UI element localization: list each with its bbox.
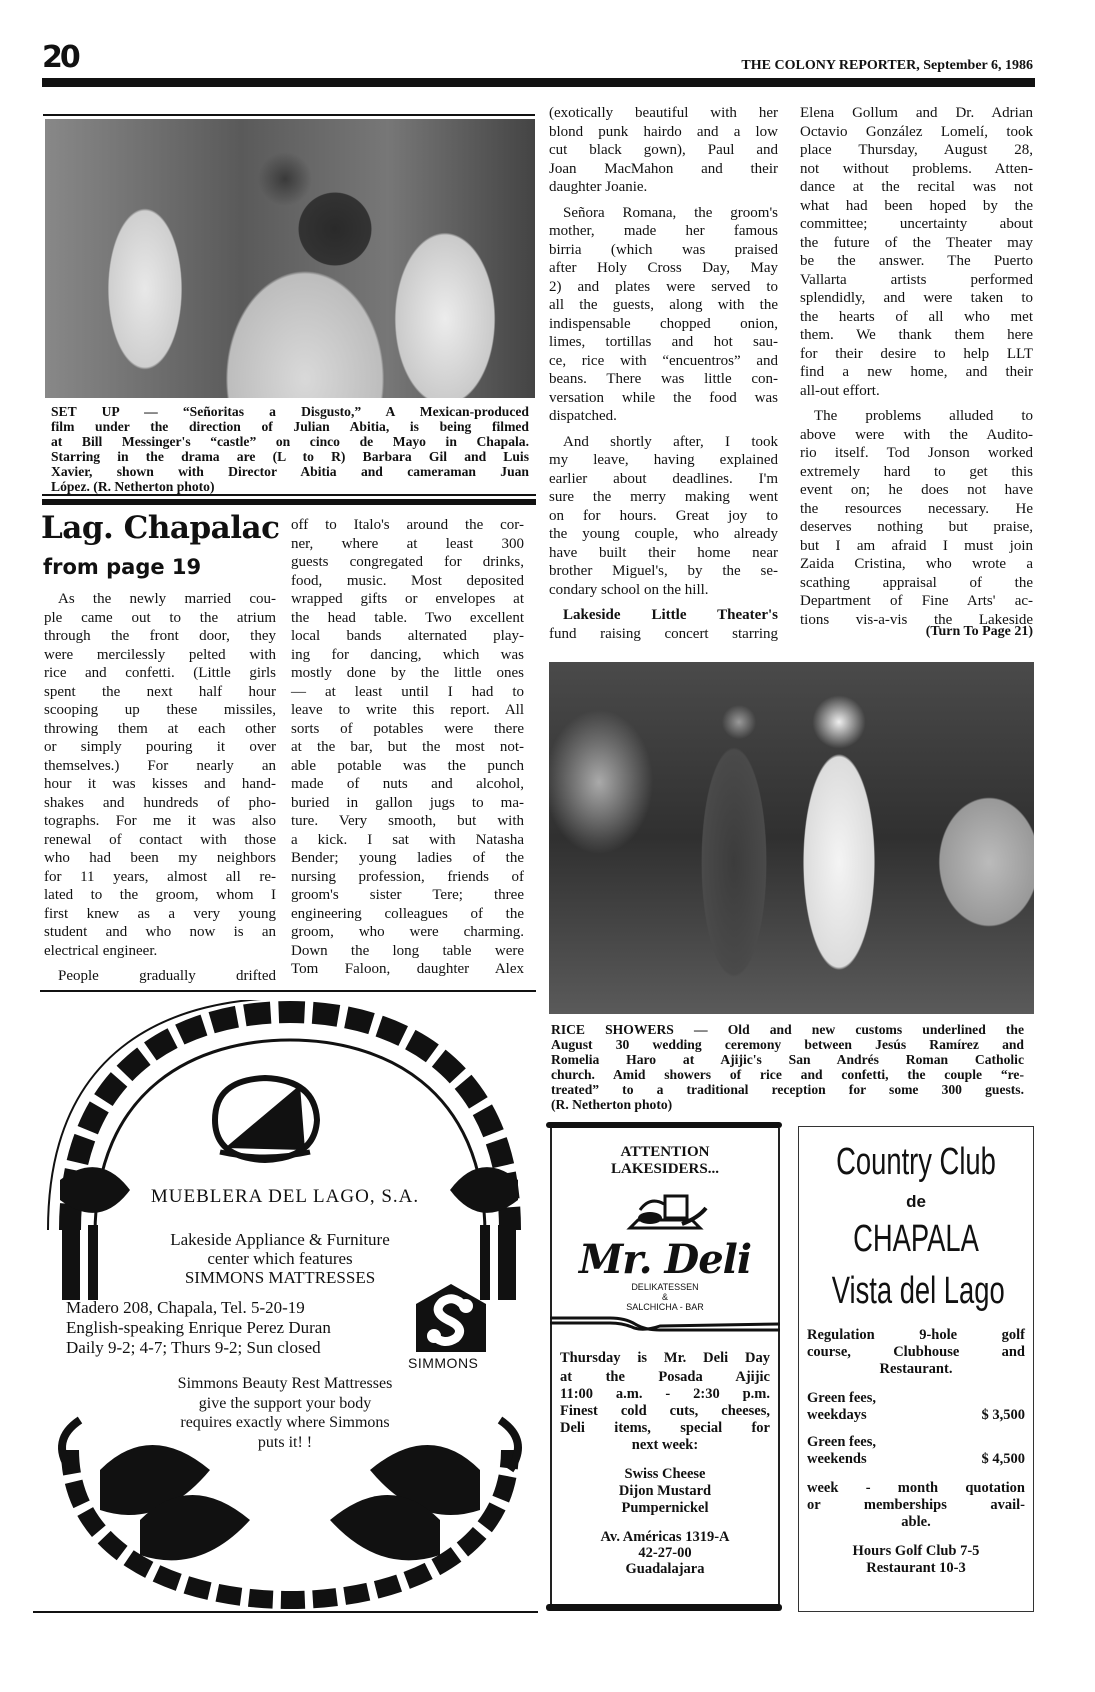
article-line: wrapped gifts or envelopes at — [291, 591, 524, 607]
article-line: the young couple, who already — [549, 526, 778, 542]
deli-specials — [552, 1466, 778, 1517]
article-line: earlier about deadlines. I'm — [549, 470, 778, 487]
club-hours — [799, 1543, 1033, 1577]
article-line: groom's sister Tere; three — [291, 887, 524, 903]
deli-ad — [550, 1128, 780, 1606]
article-line: hour it was kisses and hand- — [44, 776, 276, 792]
special-item: Swiss Cheese — [624, 1465, 706, 1482]
article-line: renewal of contact with those — [44, 831, 276, 848]
article-line: ing for dancing, which was — [291, 646, 524, 663]
article-line: Department of Fine Arts' ac- — [800, 593, 1033, 609]
fee-label: weekdays — [807, 1407, 867, 1423]
simmons-slogan — [120, 1374, 450, 1452]
article-line: dance at the recital was not — [800, 179, 1033, 195]
photo-film-set — [45, 119, 535, 398]
simmons-tagline — [100, 1230, 460, 1287]
body-line: Finest cold cuts, cheeses, — [560, 1402, 770, 1419]
article-line: ple came out to the atrium — [44, 609, 276, 626]
paragraph-gap — [549, 197, 778, 204]
tagline-line: Lakeside Appliance & Furniture — [170, 1230, 390, 1249]
article-line: Tom Faloon, daughter Alex — [291, 961, 524, 977]
simmons-contact — [66, 1298, 331, 1358]
country-club-ad — [798, 1126, 1034, 1612]
article-line: — at least until I had to — [291, 683, 524, 700]
article-line: daughter Joanie. — [549, 179, 648, 195]
article-line: beans. There was little con- — [549, 371, 778, 387]
club-description — [807, 1327, 1025, 1378]
article-line: scathing appraisal of the — [800, 574, 1033, 591]
article-line: extremely hard to get this — [800, 463, 1033, 480]
article-line: electrical engineer. — [44, 942, 158, 959]
article-line: Lakeside Little Theater's — [563, 607, 778, 623]
caption-line: RICE SHOWERS — Old and new customs underlined the — [551, 1022, 1024, 1037]
article-line: 2) and plates were served to — [549, 278, 778, 295]
article-line: shakes and hundreds of pho- — [44, 794, 276, 811]
logo-sub-line: & — [661, 1292, 668, 1302]
description-line: Regulation 9-hole golf — [807, 1327, 1025, 1343]
article-top-rule-thick — [42, 499, 536, 505]
membership-line: able. — [901, 1514, 931, 1530]
special-item: Pumpernickel — [621, 1499, 709, 1516]
article-line: what had been hoped by the — [800, 197, 1033, 214]
article-line: rice and confetti. (Little girls — [44, 665, 276, 681]
tagline-line: center which features — [207, 1249, 353, 1268]
article-column-3 — [549, 104, 778, 643]
description-line: Restaurant. — [879, 1361, 953, 1377]
article-line: find a new home, and their — [800, 364, 1033, 380]
article-line: Zaida Cristina, who wrote a — [800, 556, 1033, 572]
article-line: versation while the food was — [549, 389, 778, 406]
article-line: them. We thank them here — [800, 327, 1033, 343]
article-line: Down the long table were — [291, 942, 524, 959]
article-line: ner, where at least 300 — [291, 535, 524, 552]
fee-row-weekends — [807, 1434, 1025, 1468]
article-column-4 — [800, 104, 1033, 629]
address-line: Guadalajara — [625, 1560, 705, 1577]
article-line: limes, tortillas and hot sau- — [549, 334, 778, 350]
article-line: indispensable chopped onion, — [549, 315, 778, 332]
caption-line: López. (R. Netherton photo) — [51, 479, 215, 494]
article-line: for their desire to help LLT — [800, 345, 1033, 362]
club-memberships — [807, 1480, 1025, 1531]
slogan-line: requires exactly where Simmons — [180, 1414, 390, 1431]
simmons-logo-icon — [414, 1282, 488, 1354]
slogan-line: puts it! ! — [257, 1433, 313, 1451]
article-line: Señora Romana, the groom's — [563, 204, 778, 221]
article-line: or simply pouring it over — [44, 739, 276, 755]
contact-line: English-speaking Enrique Perez Duran — [66, 1318, 331, 1337]
article-line: guests congregated for drinks, — [291, 554, 524, 570]
article-line: nursing profession, friends of — [291, 868, 524, 885]
fee-label: weekends — [807, 1451, 867, 1467]
subhead: from page 19 — [43, 555, 202, 579]
article-line: the resources necessary. He — [800, 500, 1033, 517]
body-line: Thursday is Mr. Deli Day — [560, 1350, 770, 1366]
membership-line: week - month quotation — [807, 1480, 1025, 1496]
article-line: (exotically beautiful with her — [549, 105, 778, 121]
article-line: splendidly, and were taken to — [800, 290, 1033, 306]
deli-logo-name: Mr. Deli — [578, 1236, 752, 1283]
article-line: ture. Very smooth, but with — [291, 813, 524, 829]
address-line: Av. Américas 1319-A — [600, 1528, 730, 1545]
article-line: mostly done by the little ones — [291, 665, 524, 681]
address-line: 42-27-00 — [638, 1544, 692, 1561]
fee-price: $ 4,500 — [981, 1451, 1025, 1467]
article-line: deserves nothing but praise, — [800, 519, 1033, 535]
special-item: Dijon Mustard — [618, 1482, 712, 1499]
article-line: The problems alluded to — [814, 408, 1033, 424]
fee-price: $ 3,500 — [981, 1407, 1025, 1423]
article-line: who had been my neighbors — [44, 850, 276, 866]
article-line: themselves.) For nearly an — [44, 757, 276, 774]
article-line: on for hours. Great joy to — [549, 507, 778, 524]
article-line: Bender; young ladies of the — [291, 850, 524, 866]
deli-food-illustration-icon — [620, 1190, 710, 1238]
article-line: all-out effort. — [800, 382, 880, 399]
page-number: 20 — [42, 40, 78, 75]
paragraph-gap — [549, 426, 778, 433]
jump-line: (Turn To Page 21) — [925, 624, 1033, 639]
photo-caption-wedding — [551, 1022, 1024, 1112]
article-line: my leave, having explained — [549, 452, 778, 468]
article-line: People gradually drifted — [58, 968, 276, 984]
club-title: Country Club — [836, 1141, 996, 1183]
article-line: lated to the groom, whom I — [44, 887, 276, 903]
logo-sub-line: SALCHICHA - BAR — [626, 1302, 704, 1312]
article-line: ce, rice with “encuentros” and — [549, 352, 778, 369]
deli-body — [560, 1350, 770, 1454]
article-line: Elena Gollum and Dr. Adrian — [800, 105, 1033, 121]
article-line: birria (which was praised — [549, 241, 778, 258]
article-line: off to Italo's around the cor- — [291, 517, 524, 533]
article-line: cut black gown), Paul and — [549, 142, 778, 158]
article-line: through the front door, they — [44, 628, 276, 644]
caption-line: SET UP — “Señoritas a Disgusto,” A Mexican-produced — [51, 404, 529, 419]
article-top-rule-thin — [42, 494, 536, 496]
club-name: CHAPALA — [853, 1218, 979, 1260]
article-line: sorts of potables were there — [291, 720, 524, 737]
fee-label: Green fees, — [807, 1434, 876, 1450]
article-line: Joan MacMahon and their — [549, 160, 778, 177]
contact-line: Daily 9-2; 4-7; Thurs 9-2; Sun closed — [66, 1338, 321, 1357]
masthead: THE COLONY REPORTER, September 6, 1986 — [741, 58, 1033, 73]
deli-wave-divider — [550, 1314, 780, 1332]
caption-line: (R. Netherton photo) — [551, 1097, 673, 1112]
deli-bottom-bar — [546, 1604, 782, 1611]
article-column-2 — [291, 516, 524, 979]
article-line: tographs. For me it was also — [44, 813, 276, 829]
club-de: de — [906, 1192, 926, 1211]
body-line: at the Posada Ajijic — [560, 1368, 770, 1385]
photo-wedding — [549, 662, 1034, 1014]
headline: Lag. Chapalac — [41, 510, 280, 546]
fee-row-weekdays — [807, 1390, 1025, 1424]
article-line: committee; uncertainty about — [800, 216, 1033, 232]
caption-line: film under the direction of Julian Abitia, is being filmed — [51, 419, 529, 434]
deli-logo-sub — [552, 1282, 778, 1312]
deli-address — [552, 1529, 778, 1577]
article-line: fund raising concert starring — [549, 625, 778, 642]
description-line: course, Clubhouse and — [807, 1344, 1025, 1360]
article-line: rio itself. Tod Jonson worked — [800, 445, 1033, 461]
article-line: mother, made her famous — [549, 223, 778, 239]
slogan-line: give the support your body — [198, 1394, 372, 1412]
article-line: but I am afraid I must join — [800, 537, 1033, 554]
article-line: food, music. Most deposited — [291, 572, 524, 589]
article-line: after Holy Cross Day, May — [549, 260, 778, 276]
paragraph-gap — [44, 960, 276, 967]
caption-line: August 30 wedding ceremony between Jesús Ramírez and — [551, 1037, 1024, 1052]
article-line: condary school on the hill. — [549, 581, 709, 598]
paragraph-gap — [549, 599, 778, 606]
article-bottom-rule — [40, 990, 536, 992]
caption-line: Xavier, shown with Director Abitia and cameraman Juan — [51, 464, 529, 479]
article-line: tions vis-a-vis the Lakeside — [800, 611, 1033, 628]
club-subtitle: Vista del Lago — [831, 1270, 1005, 1312]
logo-sub-line: DELIKATESSEN — [631, 1282, 699, 1292]
membership-line: or memberships avail- — [807, 1497, 1025, 1513]
fee-label: Green fees, — [807, 1390, 876, 1406]
article-line: local bands alternated play- — [291, 628, 524, 644]
article-line: spent the next half hour — [44, 683, 276, 700]
article-line: have built their home near — [549, 544, 778, 561]
article-line: throwing them at each other — [44, 720, 276, 737]
article-line: be the answer. The Puerto — [800, 253, 1033, 269]
caption-line: church. Amid showers of rice and confetti, the couple “re- — [551, 1067, 1024, 1082]
article-line: a kick. I sat with Natasha — [291, 831, 524, 848]
header-rule — [42, 78, 1035, 87]
article-line: leave to write this report. All — [291, 702, 524, 718]
article-line: above were with the Audito- — [800, 426, 1033, 443]
article-line: Octavio González Lomelí, took — [800, 123, 1033, 140]
paragraph-gap — [800, 400, 1033, 407]
article-line: student and who now is an — [44, 924, 276, 940]
article-line: made of nuts and alcohol, — [291, 776, 524, 792]
caption-line: Romelia Haro at Ajijic's San Andrés Roman Catholic — [551, 1052, 1024, 1067]
article-line: the head table. Two excellent — [291, 609, 524, 626]
tagline-line: SIMMONS MATTRESSES — [184, 1268, 376, 1287]
article-line: the future of the Theater may — [800, 234, 1033, 251]
article-line: brother Miguel's, by the se- — [549, 563, 778, 579]
deli-heading — [552, 1144, 778, 1178]
article-line: dispatched. — [549, 408, 617, 424]
caption-line: at Bill Messinger's “castle” on cinco de Mayo in Chapala. — [51, 434, 529, 449]
article-line: not without problems. Atten- — [800, 160, 1033, 177]
photo-caption-film — [51, 404, 529, 494]
contact-line: Madero 208, Chapala, Tel. 5-20-19 — [66, 1298, 305, 1317]
article-line: event on; he does not have — [800, 482, 1033, 498]
article-line: able potable was the punch — [291, 757, 524, 774]
hours-line: Restaurant 10-3 — [866, 1560, 966, 1576]
article-line: As the newly married cou- — [58, 591, 276, 607]
article-line: place Thursday, August 28, — [800, 142, 1033, 158]
article-line: Vallarta artists performed — [800, 271, 1033, 288]
article-line: were mercilessly pelted with — [44, 646, 276, 663]
article-line: at the bar, but the most not- — [291, 739, 524, 755]
heading-line: LAKESIDERS... — [611, 1161, 719, 1177]
article-line: groom, who were charming. — [291, 924, 524, 940]
caption-line: treated” to a traditional reception for some 300 guests. — [551, 1082, 1024, 1097]
hours-line: Hours Golf Club 7-5 — [852, 1543, 980, 1559]
article-line: blond punk hairdo and a low — [549, 123, 778, 140]
caption-line: Starring in the drama are (L to R) Barbara Gil and Luis — [51, 449, 529, 464]
simmons-company-name: MUEBLERA DEL LAGO, S.A. — [150, 1186, 420, 1207]
article-line: scooping up these missiles, — [44, 702, 276, 718]
sailboat-logo-icon — [205, 1070, 325, 1165]
article-column-1 — [44, 590, 276, 986]
slogan-line: Simmons Beauty Rest Mattresses — [177, 1375, 393, 1392]
article-line: all the guests, along with the — [549, 297, 778, 313]
article-line: first knew as a very young — [44, 905, 276, 922]
article-line: sure the merry making went — [549, 489, 778, 505]
simmons-logo-text: SIMMONS — [408, 1355, 479, 1371]
page-bottom-rule — [33, 1611, 538, 1613]
body-line: 11:00 a.m. - 2:30 p.m. — [560, 1385, 770, 1402]
article-line: engineering colleagues of the — [291, 905, 524, 922]
body-line: next week: — [631, 1436, 699, 1453]
body-line: Deli items, special for — [560, 1419, 770, 1436]
heading-line: ATTENTION — [620, 1144, 710, 1160]
article-line: buried in gallon jugs to ma- — [291, 794, 524, 811]
article-line: the hearts of all who met — [800, 308, 1033, 325]
photo-top-rule — [43, 114, 535, 116]
article-line: And shortly after, I took — [563, 433, 778, 450]
article-line: for 11 years, almost all re- — [44, 868, 276, 885]
